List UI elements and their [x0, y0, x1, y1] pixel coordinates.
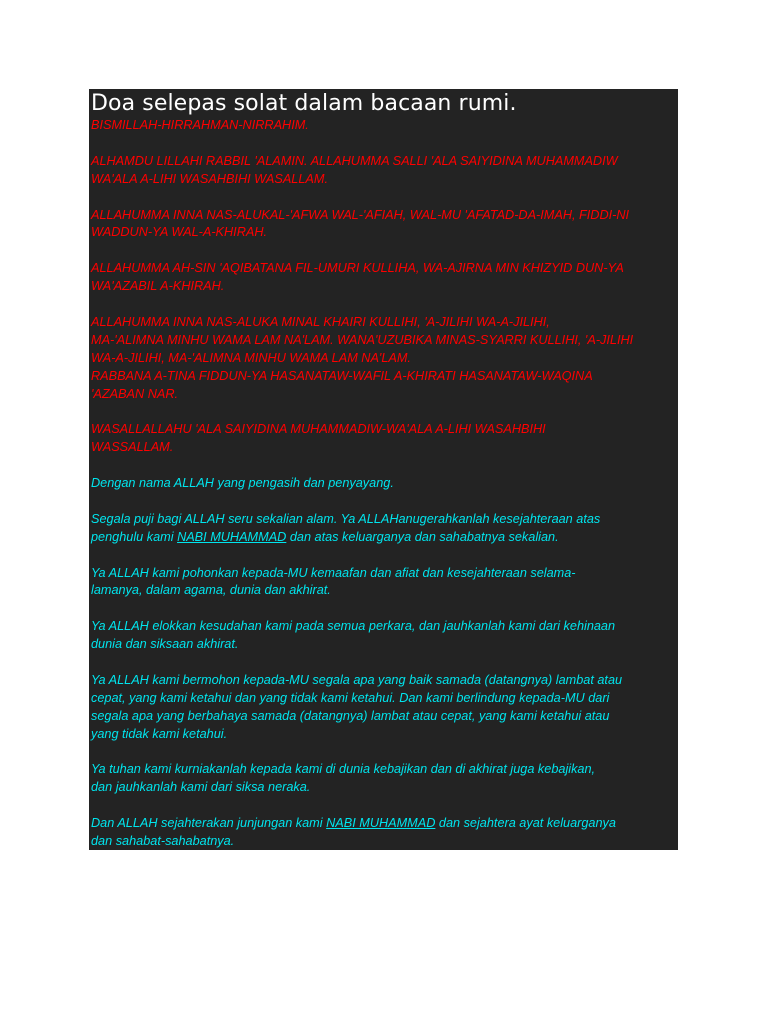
rumi-paragraph: BISMILLAH-HIRRAHMAN-NIRRAHIM.	[91, 118, 309, 132]
translation-text: dan sejahtera ayat keluarganya dan sahabat-sahabatnya.	[91, 816, 616, 849]
document-panel	[89, 89, 678, 850]
translation-paragraph: Ya ALLAH kami pohonkan kepada-MU kemaafan dan afiat dan kesejahteraan selama- lamanya, dalam agama, dunia dan akhirat.	[91, 565, 576, 598]
translation-paragraph: Dengan nama ALLAH yang pengasih dan penyayang.	[91, 476, 394, 491]
nabi-muhammad-link[interactable]: NABI MUHAMMAD	[177, 529, 287, 544]
translation-text: dan atas keluarganya dan sahabatnya sekalian.	[286, 529, 559, 544]
nabi-muhammad-link[interactable]: NABI MUHAMMAD	[326, 816, 436, 831]
document-title: Doa selepas solat dalam bacaan rumi.	[91, 91, 517, 116]
translation-text: Segala puji bagi ALLAH seru sekalian alam. Ya ALLAHanugerahkanlah kesejahteraan atas penghulu kami	[91, 511, 601, 544]
translation-paragraph: Ya ALLAH kami bermohon kepada-MU segala apa yang baik samada (datangnya) lambat atau cepat, yang kami ketahui dan yang tidak kami ketahui. Dan kami berlindung kepada-MU dari segala apa yang berbahaya samada (datangnya) lambat atau cepat, yang kami ketahui atau yang tidak kami ketahui.	[91, 672, 623, 741]
translation-paragraph	[91, 511, 678, 547]
translation-paragraph: Ya tuhan kami kurniakanlah kepada kami di dunia kebajikan dan di akhirat juga kebajikan, dan jauhkanlah kami dari siksa neraka.	[91, 762, 596, 795]
rumi-paragraph: ALLAHUMMA INNA NAS-ALUKAL-'AFWA WAL-'AFIAH, WAL-MU 'AFATAD-DA-IMAH, FIDDI-NI WADDUN-YA WAL-A-KHIRAH.	[91, 207, 630, 240]
rumi-paragraph: ALLAHUMMA AH-SIN 'AQIBATANA FIL-UMURI KULLIHA, WA-AJIRNA MIN KHIZYID DUN-YA WA'AZABIL A-KHIRAH.	[91, 261, 624, 294]
translation-paragraph	[91, 815, 678, 850]
rumi-paragraph: RABBANA A-TINA FIDDUN-YA HASANATAW-WAFIL A-KHIRATI HASANATAW-WAQINA 'AZABAN NAR.	[91, 368, 593, 401]
rumi-paragraph: ALLAHUMMA INNA NAS-ALUKA MINAL KHAIRI KULLIHI, 'A-JILIHI WA-A-JILIHI, MA-'ALIMNA MINHU WAMA LAM NA'LAM. WANA'UZUBIKA MINAS-SYARRI KULLIHI, 'A-JILIHI WA-A-JILIHI, MA-'ALIMNA MINHU WAMA LAM NA'LAM.	[91, 314, 634, 365]
rumi-paragraph: ALHAMDU LILLAHI RABBIL 'ALAMIN. ALLAHUMMA SALLI 'ALA SAIYIDINA MUHAMMADIW WA'ALA A-LIHI WASAHBIHI WASALLAM.	[91, 153, 618, 186]
translation-paragraph: Ya ALLAH elokkan kesudahan kami pada semua perkara, dan jauhkanlah kami dari kehinaan dunia dan siksaan akhirat.	[91, 619, 616, 652]
translation-text: Dan ALLAH sejahterakan junjungan kami	[91, 816, 327, 831]
rumi-paragraph: WASALLALLAHU 'ALA SAIYIDINA MUHAMMADIW-WA'ALA A-LIHI WASAHBIHI WASSALLAM.	[91, 422, 546, 455]
